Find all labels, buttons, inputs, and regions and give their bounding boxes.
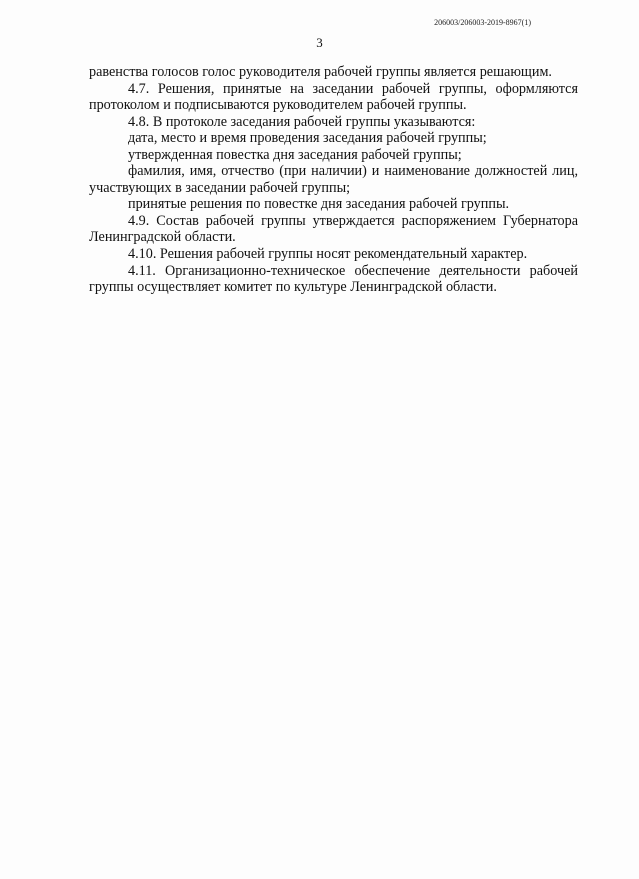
document-id: 206003/206003-2019-8967(1) [434,18,531,27]
list-item-participants: фамилия, имя, отчество (при наличии) и наименование должностей лиц, участвующих в заседании рабочей группы; [89,163,578,196]
list-item-decisions: принятые решения по повестке дня заседания рабочей группы. [128,196,510,213]
paragraph-4-9: 4.9. Состав рабочей группы утверждается распоряжением Губернатора Ленинградской области. [89,212,578,246]
paragraph-4-7: 4.7. Решения, принятые на заседании рабочей группы, оформляются протоколом и подписываются руководителем рабочей группы. [89,80,578,114]
list-item-date: дата, место и время проведения заседания рабочей группы; [128,130,487,147]
paragraph-continuation: равенства голосов голос руководителя рабочей группы является решающим. [89,64,552,80]
document-body [89,64,578,296]
page-number: 3 [316,35,323,50]
paragraph-4-10: 4.10. Решения рабочей группы носят рекомендательный характер. [128,246,528,263]
list-item-agenda: утвержденная повестка дня заседания рабочей группы; [128,146,462,163]
paragraph-4-11: 4.11. Организационно-техническое обеспечение деятельности рабочей группы осуществляет комитет по культуре Ленинградской области. [89,262,578,296]
paragraph-4-8: 4.8. В протоколе заседания рабочей группы указываются: [128,113,476,130]
